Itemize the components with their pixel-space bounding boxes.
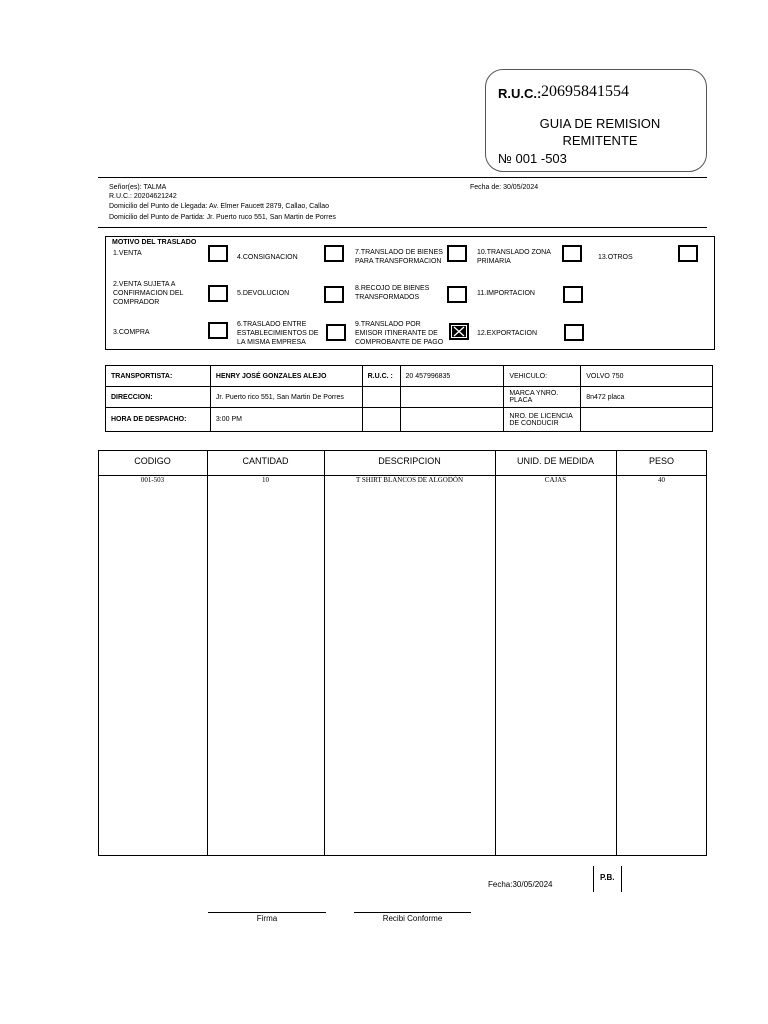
option-9-label-a: 9.TRANSLADO POR	[355, 321, 421, 328]
option-5-checkbox[interactable]	[324, 286, 344, 303]
column-divider	[495, 450, 496, 856]
option-7-label-b: PARA TRANSFORMACION	[355, 258, 442, 265]
option-3-checkbox[interactable]	[208, 322, 228, 339]
item-code: 001-503	[140, 476, 165, 484]
ruc-label: R.U.C.:	[498, 86, 542, 101]
option-7-label-a: 7.TRANSLADO DE BIENES	[355, 249, 443, 256]
option-12-label: 12.EXPORTACION	[477, 330, 538, 337]
carrier-ruc-label: R.U.C. :	[362, 366, 400, 387]
carrier-label: TRANSPORTISTA:	[106, 366, 211, 387]
pb-label: P.B.	[600, 873, 615, 882]
carrier-ruc-value: 20 457996835	[400, 366, 504, 387]
header-codigo: CODIGO	[134, 456, 171, 466]
option-1-checkbox[interactable]	[208, 245, 228, 262]
header-cantidad: CANTIDAD	[242, 456, 289, 466]
license-label-line2: DE CONDUCIR	[509, 419, 559, 427]
license-value	[581, 408, 713, 432]
document-number: № 001 -503	[498, 151, 567, 166]
option-2-label-a: 2.VENTA SUJETA A	[113, 281, 176, 288]
option-12-checkbox[interactable]	[564, 324, 584, 341]
option-13-label: 13.OTROS	[598, 254, 633, 261]
option-11-checkbox[interactable]	[563, 286, 583, 303]
option-1-label: 1.VENTA	[113, 250, 142, 257]
item-weight: 40	[658, 476, 665, 484]
plate-label-line1: MARCA YNRO.	[509, 390, 559, 397]
client-ruc-text: R.U.C.: 20204621242	[109, 193, 177, 200]
empty-cell	[362, 387, 400, 408]
signature-line	[208, 912, 326, 913]
option-9-label-c: COMPROBANTE DE PAGO	[355, 339, 444, 346]
option-11-label: 11.IMPORTACION	[477, 290, 535, 297]
pb-divider-right	[621, 866, 622, 892]
option-6-label-c: LA MISMA EMPRESA	[237, 339, 306, 346]
date-text: Fecha de: 30/05/2024	[470, 184, 539, 191]
document-title-line2: REMITENTE	[562, 133, 638, 148]
option-7-checkbox[interactable]	[447, 245, 467, 262]
option-10-label-a: 10.TRANSLADO ZONA	[477, 249, 551, 256]
header-peso: PESO	[648, 456, 674, 466]
option-5-label: 5.DEVOLUCION	[237, 290, 290, 297]
empty-cell	[362, 408, 400, 432]
option-2-checkbox[interactable]	[208, 285, 228, 302]
transfer-reason-title: MOTIVO DEL TRASLADO	[112, 239, 197, 246]
header-top-rule	[98, 177, 707, 178]
item-description: T SHIRT BLANCOS DE ALGODÓN	[355, 476, 464, 484]
option-2-label-b: CONFIRMACION DEL	[113, 290, 184, 297]
plate-label	[504, 387, 581, 408]
license-label-line1: NRO. DE LICENCIA	[509, 412, 573, 420]
pb-divider-left	[593, 866, 594, 892]
option-8-label-a: 8.RECOJO DE BIENES	[355, 285, 430, 292]
dispatch-time-value: 3:00 PM	[210, 408, 362, 432]
header-bottom-rule	[98, 227, 707, 228]
check-x-icon	[451, 325, 467, 338]
address-label: DIRECCION:	[106, 387, 211, 408]
vehicle-value: VOLVO 750	[581, 366, 713, 387]
column-divider	[207, 450, 208, 856]
arrival-address-text: Domicilio del Punto de Llegada: Av. Elmer Faucett 2879, Callao, Callao	[109, 203, 329, 210]
table-row	[106, 387, 713, 408]
header-descripcion: DESCRIPCION	[378, 456, 441, 466]
item-quantity: 10	[262, 476, 269, 484]
signature-label: Firma	[256, 914, 278, 923]
column-divider	[324, 450, 325, 856]
vehicle-label: VEHICULO:	[504, 366, 581, 387]
option-4-checkbox[interactable]	[324, 245, 344, 262]
column-divider	[616, 450, 617, 856]
empty-cell	[400, 387, 504, 408]
senor-text: Señor(es): TALMA	[109, 184, 167, 191]
header-unidad: UNID. DE MEDIDA	[516, 456, 594, 466]
plate-label-line2: PLACA	[509, 397, 533, 404]
option-6-label-a: 6.TRASLADO ENTRE	[237, 321, 307, 328]
option-2-label-c: COMPRADOR	[113, 299, 160, 306]
option-8-label-b: TRANSFORMADOS	[355, 294, 420, 301]
footer-date: Fecha:30/05/2024	[488, 880, 553, 889]
option-10-checkbox[interactable]	[562, 245, 582, 262]
license-label	[504, 408, 581, 432]
option-6-checkbox[interactable]	[326, 324, 346, 341]
table-row	[106, 366, 713, 387]
option-3-label: 3.COMPRA	[113, 329, 150, 336]
table-row	[106, 408, 713, 432]
option-9-checkbox-checked[interactable]	[449, 323, 469, 340]
transport-info-table	[105, 365, 713, 432]
item-unit: CAJAS	[544, 476, 567, 484]
received-line	[354, 912, 471, 913]
empty-cell	[400, 408, 504, 432]
option-13-checkbox[interactable]	[678, 245, 698, 262]
received-label: Recibi Conforme	[382, 914, 443, 923]
document-title-line1: GUIA DE REMISION	[539, 116, 661, 131]
address-value: Jr. Puerto rico 551, San Martin De Porres	[210, 387, 362, 408]
option-4-label: 4.CONSIGNACION	[237, 254, 298, 261]
dispatch-time-label: HORA DE DESPACHO:	[106, 408, 211, 432]
plate-value: 8n472 placa	[581, 387, 713, 408]
departure-address-text: Domicilio del Punto de Partida: Jr. Puerto ruco 551, San Martin de Porres	[109, 214, 336, 221]
option-9-label-b: EMISOR ITINERANTE DE	[355, 330, 438, 337]
carrier-value: HENRY JOSÉ GONZALES ALEJO	[210, 366, 362, 387]
option-8-checkbox[interactable]	[447, 286, 467, 303]
option-10-label-b: PRIMARIA	[477, 258, 511, 265]
ruc-number: 20695841554	[541, 83, 629, 100]
option-6-label-b: ESTABLECIMIENTOS DE	[237, 330, 319, 337]
